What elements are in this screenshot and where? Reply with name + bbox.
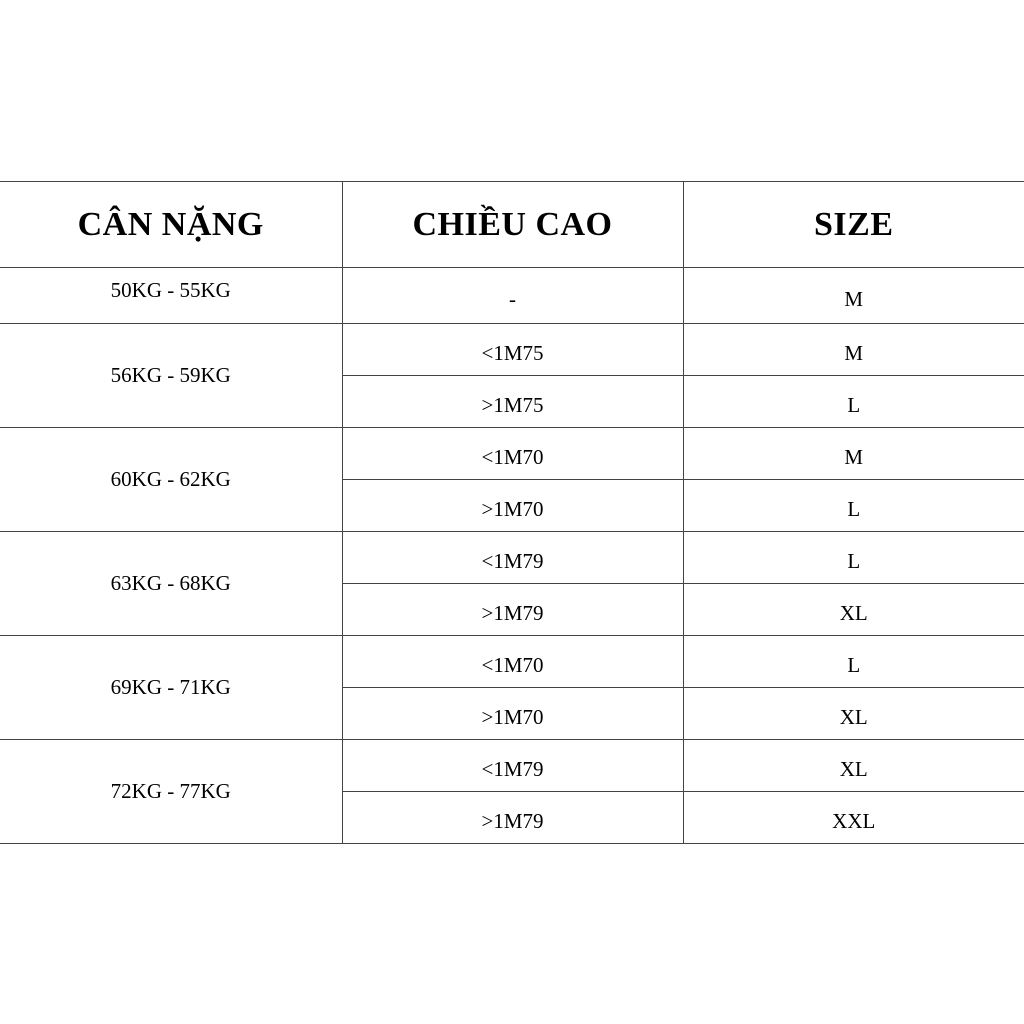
table-row bbox=[0, 740, 1024, 792]
table-row bbox=[0, 532, 1024, 584]
table-row bbox=[0, 636, 1024, 688]
weight-cell: 69KG - 71KG bbox=[0, 636, 342, 740]
size-cell: L bbox=[683, 480, 1024, 532]
table-row bbox=[0, 268, 1024, 324]
size-chart-table bbox=[0, 181, 1024, 956]
height-cell: >1M75 bbox=[342, 376, 683, 428]
height-cell: <1M75 bbox=[342, 324, 683, 376]
header-weight: CÂN NẶNG bbox=[0, 182, 342, 268]
size-cell: XL bbox=[683, 688, 1024, 740]
table-row bbox=[0, 428, 1024, 480]
weight-cell: 72KG - 77KG bbox=[0, 740, 342, 844]
height-cell: <1M70 bbox=[342, 428, 683, 480]
header-row bbox=[0, 182, 1024, 268]
size-cell: L bbox=[683, 376, 1024, 428]
page-bottom-margin bbox=[0, 844, 1024, 1024]
size-cell: L bbox=[683, 636, 1024, 688]
height-cell: >1M79 bbox=[342, 792, 683, 844]
size-cell: L bbox=[683, 532, 1024, 584]
weight-cell: 56KG - 59KG bbox=[0, 324, 342, 428]
size-cell: M bbox=[683, 324, 1024, 376]
height-cell: - bbox=[342, 268, 683, 324]
size-cell: M bbox=[683, 428, 1024, 480]
weight-cell: 60KG - 62KG bbox=[0, 428, 342, 532]
height-cell: <1M79 bbox=[342, 532, 683, 584]
height-cell: <1M79 bbox=[342, 740, 683, 792]
weight-cell: 50KG - 55KG bbox=[0, 268, 342, 324]
size-cell: M bbox=[683, 268, 1024, 324]
table-row bbox=[0, 324, 1024, 376]
weight-cell: 63KG - 68KG bbox=[0, 532, 342, 636]
size-cell: XL bbox=[683, 740, 1024, 792]
height-cell: >1M70 bbox=[342, 688, 683, 740]
header-height: CHIỀU CAO bbox=[342, 182, 683, 268]
size-cell: XL bbox=[683, 584, 1024, 636]
height-cell: <1M70 bbox=[342, 636, 683, 688]
height-cell: >1M70 bbox=[342, 480, 683, 532]
size-cell: XXL bbox=[683, 792, 1024, 844]
header-size: SIZE bbox=[683, 182, 1024, 268]
height-cell: >1M79 bbox=[342, 584, 683, 636]
